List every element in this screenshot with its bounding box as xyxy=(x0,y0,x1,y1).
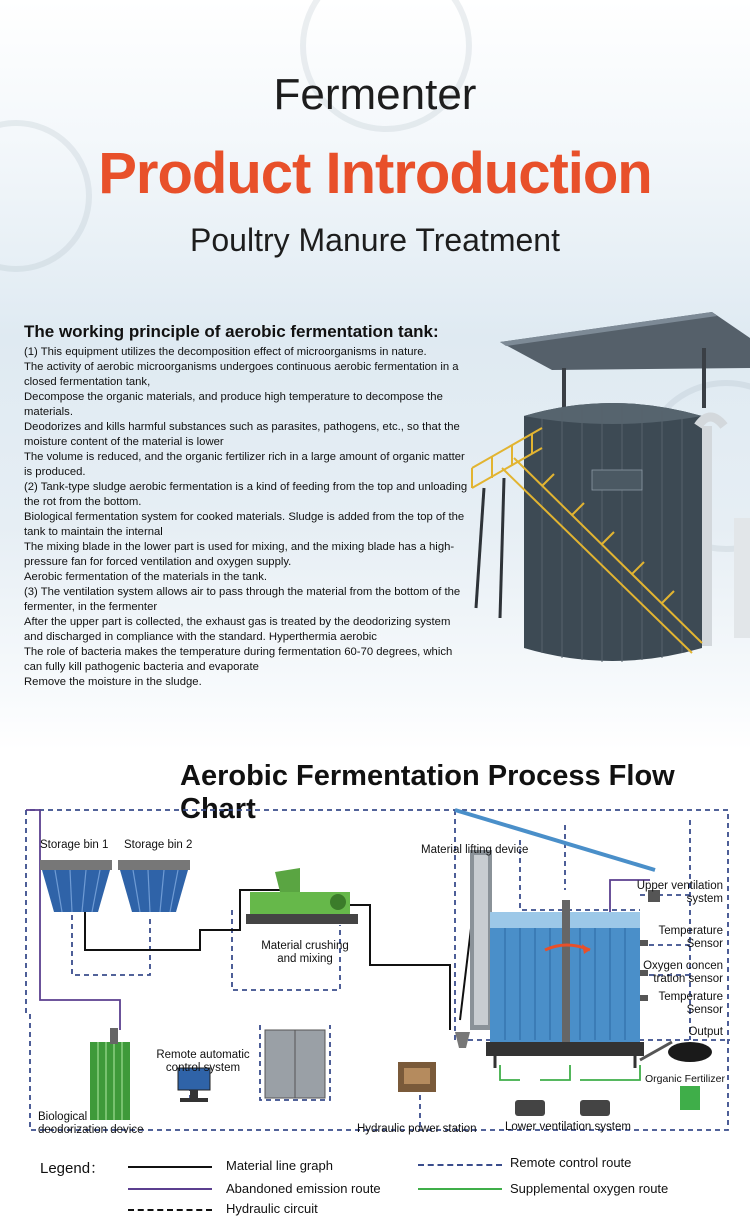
legend-label-hydraulic: Hydraulic circuit xyxy=(226,1201,318,1216)
storage-bins xyxy=(40,860,190,912)
label-storage-bin-2: Storage bin 2 xyxy=(124,839,193,851)
label-output: Output xyxy=(688,1026,723,1038)
page-subtitle: Product Introduction xyxy=(98,141,652,206)
flow-chart-title: Aerobic Fermentation Process Flow Chart xyxy=(180,760,675,825)
label-crushing-2: and mixing xyxy=(277,953,333,965)
legend-line-oxygen xyxy=(418,1188,502,1190)
principle-heading: The working principle of aerobic fermentation tank: xyxy=(24,322,439,341)
principle-line: Biological fermentation system for cooked materials. Sludge is added from the top of the tank to maintain the internal xyxy=(24,511,465,538)
legend-title: Legend： xyxy=(40,1160,106,1177)
legend-label-material: Material line graph xyxy=(226,1158,333,1173)
label-organic-fertilizer: Organic Fertilizer xyxy=(645,1073,725,1085)
page-title: Fermenter xyxy=(273,70,477,119)
fermenter-tank-photo xyxy=(462,308,750,674)
label-temp-sensor-b: Temperature xyxy=(658,991,723,1003)
label-material-lifting: Material lifting device xyxy=(421,844,529,856)
principle-line: After the upper part is collected, the exhaust gas is treated by the deodorizing system and discharged in compliance with the standard. Hyperthermia aerobic xyxy=(24,616,451,643)
legend-line-emission xyxy=(128,1188,212,1190)
oxygen-routes xyxy=(500,1065,640,1080)
label-upper-vent: Upper ventilation xyxy=(636,880,723,892)
legend-label-oxygen: Supplemental oxygen route xyxy=(510,1181,669,1196)
working-principle xyxy=(24,322,469,690)
label-oxygen-sensor-2: tration sensor xyxy=(653,973,723,985)
principle-line: The volume is reduced, and the organic fertilizer rich in a large amount of organic matter is produced. xyxy=(24,451,465,478)
process-flow-diagram xyxy=(0,800,750,1145)
deodorization-tower xyxy=(90,1028,130,1120)
principle-line: The activity of aerobic microorganisms undergoes continuous aerobic fermentation in a closed fermentation tank, xyxy=(24,361,459,388)
label-bio-deodor: Biological xyxy=(38,1111,88,1123)
label-temp-sensor-a-2: Sensor xyxy=(686,938,723,950)
legend-line-remote xyxy=(418,1164,502,1166)
principle-line: (2) Tank-type sludge aerobic fermentation is a kind of feeding from the top and unloading the rot from the bottom. xyxy=(24,481,468,508)
principle-line: Decompose the organic materials, and produce high temperature to decompose the materials. xyxy=(24,391,443,418)
legend xyxy=(0,1148,750,1226)
label-storage-bin-1: Storage bin 1 xyxy=(40,839,109,851)
page-tagline: Poultry Manure Treatment xyxy=(190,222,560,258)
principle-line: Aerobic fermentation of the materials in the tank. xyxy=(24,571,268,583)
label-lower-vent: Lower ventilation system xyxy=(505,1121,631,1133)
principle-line: Deodorizes and kills harmful substances such as parasites, pathogens, etc., so that the moisture content of the material is lower xyxy=(24,421,460,448)
crushing-machine xyxy=(246,868,358,924)
principle-line: Remove the moisture in the sludge. xyxy=(24,676,202,688)
legend-label-remote: Remote control route xyxy=(510,1155,632,1170)
label-bio-deodor-2: deodorization device xyxy=(38,1124,144,1136)
legend-line-hydraulic xyxy=(128,1209,212,1211)
principle-line: (1) This equipment utilizes the decomposition effect of microorganisms in nature. xyxy=(24,346,427,358)
label-hydraulic-station: Hydraulic power station xyxy=(357,1123,477,1135)
legend-line-material xyxy=(128,1166,212,1168)
label-crushing: Material crushing xyxy=(261,940,349,952)
label-remote-control: Remote automatic xyxy=(156,1049,250,1061)
label-upper-vent-2: system xyxy=(686,893,723,905)
control-cabinet xyxy=(265,1030,325,1098)
legend-label-emission: Abandoned emission route xyxy=(226,1181,381,1196)
label-temp-sensor-a: Temperature xyxy=(658,925,723,937)
principle-line: The role of bacteria makes the temperature during fermentation 60-70 degrees, which can fully kill pathogenic bacteria and evaporate xyxy=(24,646,453,673)
label-remote-control-2: control system xyxy=(165,1062,241,1074)
lower-ventilation-fans xyxy=(515,1100,610,1116)
principle-line: The mixing blade in the lower part is used for mixing, and the mixing blade has a high-pressure fan for forced ventilation and oxygen supply. xyxy=(24,541,455,568)
principle-line: (3) The ventilation system allows air to pass through the material from the bottom of the fermenter, in the fermenter xyxy=(24,586,461,613)
label-temp-sensor-b-2: Sensor xyxy=(686,1004,723,1016)
label-oxygen-sensor: Oxygen concen xyxy=(643,960,723,972)
hydraulic-station xyxy=(398,1062,436,1092)
